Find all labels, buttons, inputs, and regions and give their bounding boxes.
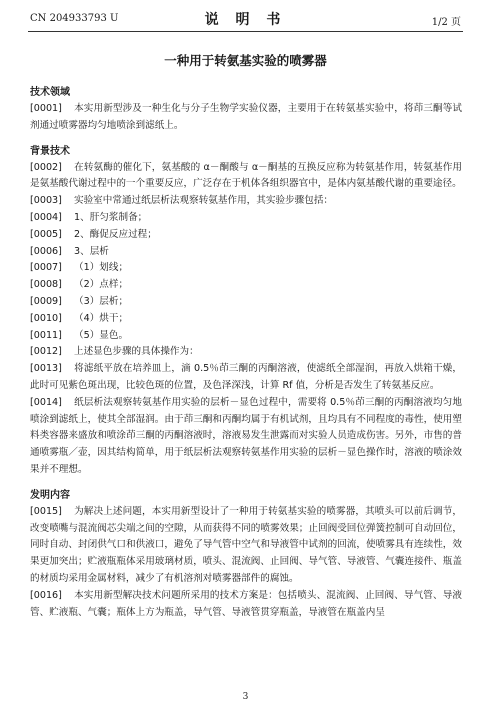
paragraph <box>30 193 462 210</box>
paragraph-number: [0008] <box>30 279 62 291</box>
paragraph-number: [0009] <box>30 295 62 307</box>
paragraph-text: （1）划线； <box>74 262 129 274</box>
paragraph-number: [0003] <box>30 195 62 207</box>
paragraph <box>30 504 462 588</box>
paragraph <box>30 260 462 277</box>
paragraph <box>30 277 462 294</box>
paragraph <box>30 311 462 328</box>
paragraph-number: [0015] <box>30 505 62 517</box>
paragraph <box>30 395 462 479</box>
page-indicator: 1/2 页 <box>431 17 461 28</box>
paragraph <box>30 294 462 311</box>
paragraph-number: [0007] <box>30 262 62 274</box>
paragraph <box>30 210 462 227</box>
paragraph-number: [0010] <box>30 312 62 324</box>
paragraph-number: [0005] <box>30 228 62 240</box>
paragraph <box>30 344 462 361</box>
section-heading-field: 技术领域 <box>30 87 70 98</box>
paragraph-text: 在转氨酶的催化下，氨基酸的 α－酮酸与 α－酮基的互换反应称为转氨基作用，转氨基作用是氨基酸代谢过程中的一个重要反应，广泛存在于机体各组织器官中，是体内氨基酸代谢的重要途径。 <box>30 161 462 190</box>
section-gap <box>30 135 462 143</box>
paragraph-number: [0012] <box>30 346 62 358</box>
paragraph-number: [0014] <box>30 396 62 408</box>
patent-number: CN 204933793 U <box>30 13 119 24</box>
paragraph-text: 3、层析 <box>74 245 109 257</box>
section-heading-invention: 发明内容 <box>30 489 70 501</box>
paragraph-text: （5）显色。 <box>74 329 129 341</box>
paragraph <box>30 160 462 194</box>
paragraph-text: 将滤纸平放在培养皿上，滴 0.5％茚三酮的丙酮溶液，使滤纸全部湿润，再放入烘箱干燥，此时可见紫色斑出现，比较色斑的位置，及色泽深浅，计算 Rf 值，分析是否发生了转氨基反应。 <box>30 363 462 391</box>
page-number: 3 <box>242 692 249 702</box>
paragraph-number: [0001] <box>30 103 62 114</box>
paragraph-number: [0004] <box>30 211 62 223</box>
paragraph-text: 上述显色步骤的具体操作为： <box>74 346 199 358</box>
document-type: 说 明 书 <box>204 12 287 28</box>
paragraph <box>30 588 462 622</box>
paragraph <box>30 227 462 244</box>
paragraph-text: 本实用新型解决技术问题所采用的技术方案是：包括喷头、混流阀、止回阀、导气管、导液管、贮液瓶、气囊；瓶体上方为瓶盖，导气管、导液管贯穿瓶盖，导液管在瓶盖内呈 <box>30 589 462 618</box>
paragraph-text: 1、肝匀浆制备； <box>74 211 148 223</box>
paragraph-text: （3）层析； <box>74 295 129 307</box>
paragraph <box>30 101 462 135</box>
paragraph-text: 实验室中常通过纸层析法观察转氨基作用，其实验步骤包括： <box>74 195 334 207</box>
paragraph-number: [0013] <box>30 363 62 375</box>
paragraph-text: 2、酶促反应过程； <box>74 228 157 240</box>
document-body <box>30 84 462 621</box>
paragraph <box>30 328 462 345</box>
header-divider <box>28 31 463 32</box>
paragraph-text: 为解决上述问题，本实用新型设计了一种用于转氨基实验的喷雾器，其喷头可以前后调节，改变喷嘴与混流阀芯尖端之间的空隙，从而获得不同的喷雾效果；止回阀受回位弹簧控制可自动回位，同时自动、封闭供气口和供液口，避免了导气管中空气和导液管中试剂的回流，使喷雾具有连续性，效果更加突出；贮液瓶瓶体采用玻璃材质，喷头、混流阀、止回阀、导气管、导液管、气囊连接件、瓶盖的材质均采用金属材料，减少了有机溶剂对喷雾器部件的腐蚀。 <box>30 505 462 584</box>
paragraph-number: [0002] <box>30 161 62 173</box>
section-gap <box>30 479 462 487</box>
paragraph-text: （2）点样； <box>74 279 129 291</box>
paragraph-text: 纸层析法观察转氨基作用实验的层析－显色过程中，需要将 0.5％茚三酮的丙酮溶液均匀地喷涂到滤纸上，使其全部湿润。由于茚三酮和丙酮均属于有机试剂，且均具有不同程度的毒性，使用塑料类容器来盛放和喷涂茚三酮的丙酮溶液时，溶液易发生泄露而对实验人员造成伤害。另外，市售的普通喷雾瓶／壶，因其结构简单，用于纸层析法观察转氨基作用实验的层析－显色操作时，溶液的喷涂效果并不理想。 <box>30 396 462 475</box>
document-title: 一种用于转氨基实验的喷雾器 <box>164 53 327 68</box>
section-heading-background: 背景技术 <box>30 145 70 157</box>
paragraph-number: [0016] <box>30 589 62 601</box>
paragraph <box>30 361 462 395</box>
paragraph-text: 本实用新型涉及一种生化与分子生物学实验仪器，主要用于在转氨基实验中，将茚三酮等试剂通过喷雾器均匀地喷涂到滤纸上。 <box>30 103 462 131</box>
paragraph-number: [0011] <box>30 329 62 341</box>
paragraph-text: （4）烘干； <box>74 312 129 324</box>
paragraph <box>30 244 462 261</box>
paragraph-number: [0006] <box>30 245 62 257</box>
